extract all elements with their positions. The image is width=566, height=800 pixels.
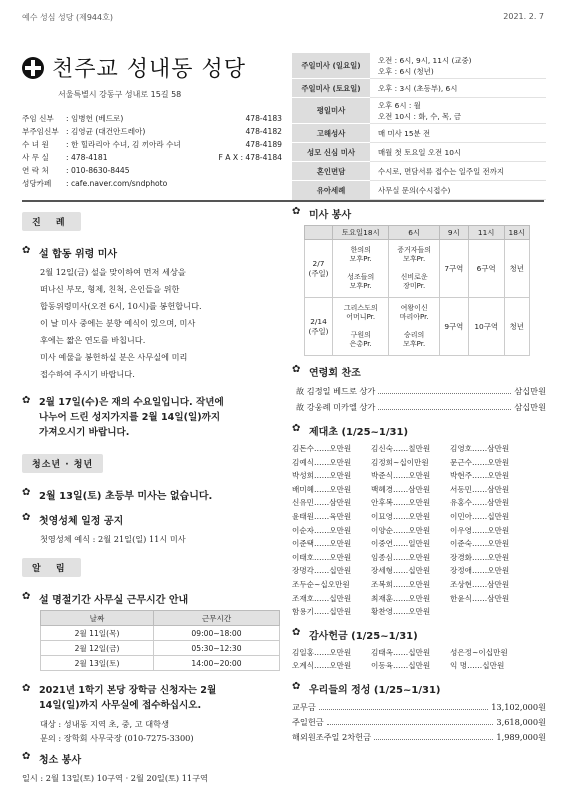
schedule-value: 오후 : 3시 (초등부), 6시 [370,79,546,98]
schedule-value: 매월 첫 토요일 오전 10시 [370,143,546,162]
section-title: ✿ 설 합동 위령 미사 [22,245,118,260]
list-item: 오계식……오만원 이동육……십만원 익 명……십만원 [292,661,505,671]
schedule-key: 성모 신심 미사 [292,143,370,162]
flower-icon: ✿ [22,395,31,406]
parish-address: 서울특별시 강동구 성내로 15길 58 [58,90,182,99]
schedule-key: 평일미사 [292,98,370,124]
mass-schedule-table [292,52,546,200]
list-item: 교무금 13,102,000원 [292,701,546,712]
list-item: 이준택……오만원 이중연……일만원 이준숙……오만원 [292,539,510,549]
staff-label: 부주임신부 [22,127,59,136]
section-title: ✿ 제대초 (1/25~1/31) [292,423,409,438]
section-tag-youth: 청소년 · 청년 [22,454,103,473]
scholarship-body: 대상 : 성내동 지역 초, 중, 고 대학생 문의 : 장학회 사무국장 (010-7275-3300) [40,719,194,743]
schedule-key: 고해성사 [292,124,370,143]
table-row: 2월 12일(금) 05:30~12:30 [41,641,280,656]
list-item: 조재호……십만원 최재훈……오만원 한윤식……삼만원 [292,593,510,603]
cleaning-body: 일시 : 2월 13일(토) 10구역 · 2월 20일(토) 11구역 [22,773,208,783]
list-item: 해외원조주일 2차헌금 1,989,000원 [292,731,546,742]
section-title: ✿ 미사 봉사 [292,206,352,221]
staff-name: : 한 힐라리아 수녀, 김 끼아라 수녀 [66,140,181,149]
top-bar [22,12,544,26]
flower-icon: ✿ [22,683,31,694]
schedule-key: 유아세례 [292,181,370,200]
schedule-key: 주일미사 (토요일) [292,79,370,98]
list-item: 故 강웅례 미카엘 상가 삼십만원 [296,399,546,415]
header-divider [22,200,544,202]
staff-row [22,164,282,177]
staff-tel: 478-4183 [245,114,282,123]
list-item: 신유민……삼만원 안후복……오만원 유홍수……삼만원 [292,498,510,508]
bulletin-date: 2021. 2. 7 [503,12,544,21]
staff-name: : 임병헌 (베드로) [66,114,124,123]
left-column [22,210,280,787]
staff-tel: 478-4189 [245,140,282,149]
staff-row [22,125,282,138]
section-title: ✿ 설 명절기간 사무실 근무시간 안내 [22,591,189,606]
staff-label: 사 무 실 [22,153,49,162]
flower-icon: ✿ [22,751,31,762]
staff-name: : 김영균 (대건안드레아) [66,127,146,136]
schedule-value: 오후 6시 : 월 오전 10시 : 화, 수, 목, 금 [370,98,546,124]
cross-logo-icon [22,57,44,79]
staff-label: 수 녀 원 [22,140,49,149]
list-item: 故 김정일 베드로 상가 삼십만원 [296,383,546,399]
flower-icon: ✿ [22,487,31,498]
staff-row [22,177,282,190]
staff-name: : 010-8630-8445 [66,166,130,175]
flower-icon: ✿ [292,206,301,217]
parish-header [22,52,282,190]
schedule-value: 매 미사 15분 전 [370,124,546,143]
table-row: 2/7 (주일) 한의의 모후Pr. 성조들의 모후Pr. 증거자들의 모후Pr. 신비로운 장미Pr. 7구역 6구역 청년 [305,240,530,298]
flower-icon: ✿ [292,680,301,692]
parish-name: 천주교 성내동 성당 [52,57,247,82]
section-title: ✿ 연령회 찬조 [292,364,361,379]
list-item: 윤태원……육만원 이묘영……오만원 이민아……십만원 [292,511,510,521]
list-item: 조두순~십오만원 조복희……오만원 조상현……삼만원 [292,579,510,589]
list-item: 주일헌금 3,618,000원 [292,716,546,727]
list-item: 박성희……오만원 박준식……오만원 박현주……오만원 [292,471,510,481]
flower-icon: ✿ [292,423,301,434]
staff-fax: F A X : 478-4184 [218,153,282,162]
list-item: 배미혜……오만원 백혜경……삼만원 서동민……삼만원 [292,484,510,494]
staff-name: : 478-4181 [66,153,108,162]
schedule-key: 주일미사 (일요일) [292,53,370,79]
memorial-mass-body: 2월 12일(금) 설을 맞이하여 먼저 세상을 떠나신 부모, 형제, 친척, 은인들을 위한 합동위령미사(오전 6시, 10시)를 봉헌합니다. 이 날 미사 중에는 분향 예식이 있으며, 미사 후에는 짧은 연도를 바칩니다. 미사 예물을 봉헌하실 분은 사무실에 미리 접수하여 주시기 바랍니다. [40,267,202,379]
offering-totals [292,700,546,745]
thanks-offering-list [292,646,546,673]
list-item: 김예식……오만원 김정희~십이만원 문근수……오만원 [292,457,510,467]
first-communion-body: 첫영성체 예식 : 2월 21일(일) 11시 미사 [40,534,186,544]
list-item: 함용기……십만원 황찬영……오만원 [292,607,431,617]
staff-label: 성당카페 [22,179,52,188]
list-item: 장명각……십만원 장세형……십만원 장정애……오만원 [292,566,510,576]
mass-duty-table: 토요일18시 6시 9시 11시 18시 2/7 (주일) 한의의 모후Pr. 성조들의 모후Pr. 증거자들의 모후Pr. 신비로운 장미Pr. 7구역 6구역 청년 2/14 (주일) 그리스도의 어머니Pr. 구원의 은총Pr. 여왕이신 마리아Pr. 승리의 모후Pr. 9구역 10구역 청년 [304,225,530,356]
flower-icon: ✿ [292,364,301,375]
schedule-value: 사무실 문의(수시접수) [370,181,546,200]
section-tag-notice: 진 례 [22,212,81,231]
staff-label: 연 락 처 [22,166,49,175]
flower-icon: ✿ [292,626,301,638]
list-item: 이태호……오만원 임종심……오만원 장경화……오만원 [292,552,510,562]
cafe-link[interactable]: : cafe.naver.com/sndphoto [66,179,168,188]
bulletin-number: 예수 성심 성당 (제944호) [22,13,113,22]
staff-row [22,112,282,125]
altar-candle-list [292,442,546,619]
section-title: ✿ 청소 봉사 [22,751,82,766]
flower-icon: ✿ [22,512,31,523]
section-tag-other: 알 림 [22,558,81,577]
section-title: ✿ 감사헌금 (1/25~1/31) [292,626,418,642]
staff-row [22,138,282,151]
schedule-value: 수시로, 면담서류 접수는 일주일 전까지 [370,162,546,181]
staff-label: 주임 신부 [22,114,54,123]
flower-icon: ✿ [22,245,31,256]
section-title: ✿ 첫영성체 일정 공지 [22,512,124,527]
scholarship-notice: ✿ 2021년 1학기 본당 장학금 신청자는 2월 14일(일)까지 사무실에 접수하십시오. [22,683,217,711]
schedule-value: 오전 : 6시, 9시, 11시 (교중) 오후 : 6시 (청년) [370,53,546,79]
staff-list [22,112,282,190]
schedule-key: 혼인면담 [292,162,370,181]
table-row: 2/14 (주일) 그리스도의 어머니Pr. 구원의 은총Pr. 여왕이신 마리아Pr. 승리의 모후Pr. 9구역 10구역 청년 [305,298,530,356]
right-column [292,206,546,745]
staff-tel: 478-4182 [245,127,282,136]
table-row: 2월 11일(목) 09:00~18:00 [41,626,280,641]
ash-wednesday-notice: ✿ 2월 17일(수)은 재의 수요일입니다. 작년에 나누어 드린 성지가지를 2월 14일(일)까지 가져오시기 바랍니다. [22,395,224,438]
section-title: ✿ 2월 13일(토) 초등부 미사는 없습니다. [22,487,213,502]
office-hours-table: 날짜 근무시간 2월 11일(목) 09:00~18:00 2월 12일(금) 05:30~12:30 2월 13일(토) 14:00~20:00 [40,610,280,671]
table-row: 2월 13일(토) 14:00~20:00 [41,656,280,671]
memorial-donations [292,383,546,415]
staff-row [22,151,282,164]
flower-icon: ✿ [22,591,31,602]
section-title: ✿ 우리들의 정성 (1/25~1/31) [292,680,441,696]
list-item: 김돈수……오만원 김신숙……칠만원 김영호……삼만원 [292,444,510,453]
list-item: 이순자……오만원 이양순……오만원 이우영……오만원 [292,525,510,535]
list-item: 김일홍……오만원 김태옥……십만원 성은정~이십만원 [292,647,508,657]
